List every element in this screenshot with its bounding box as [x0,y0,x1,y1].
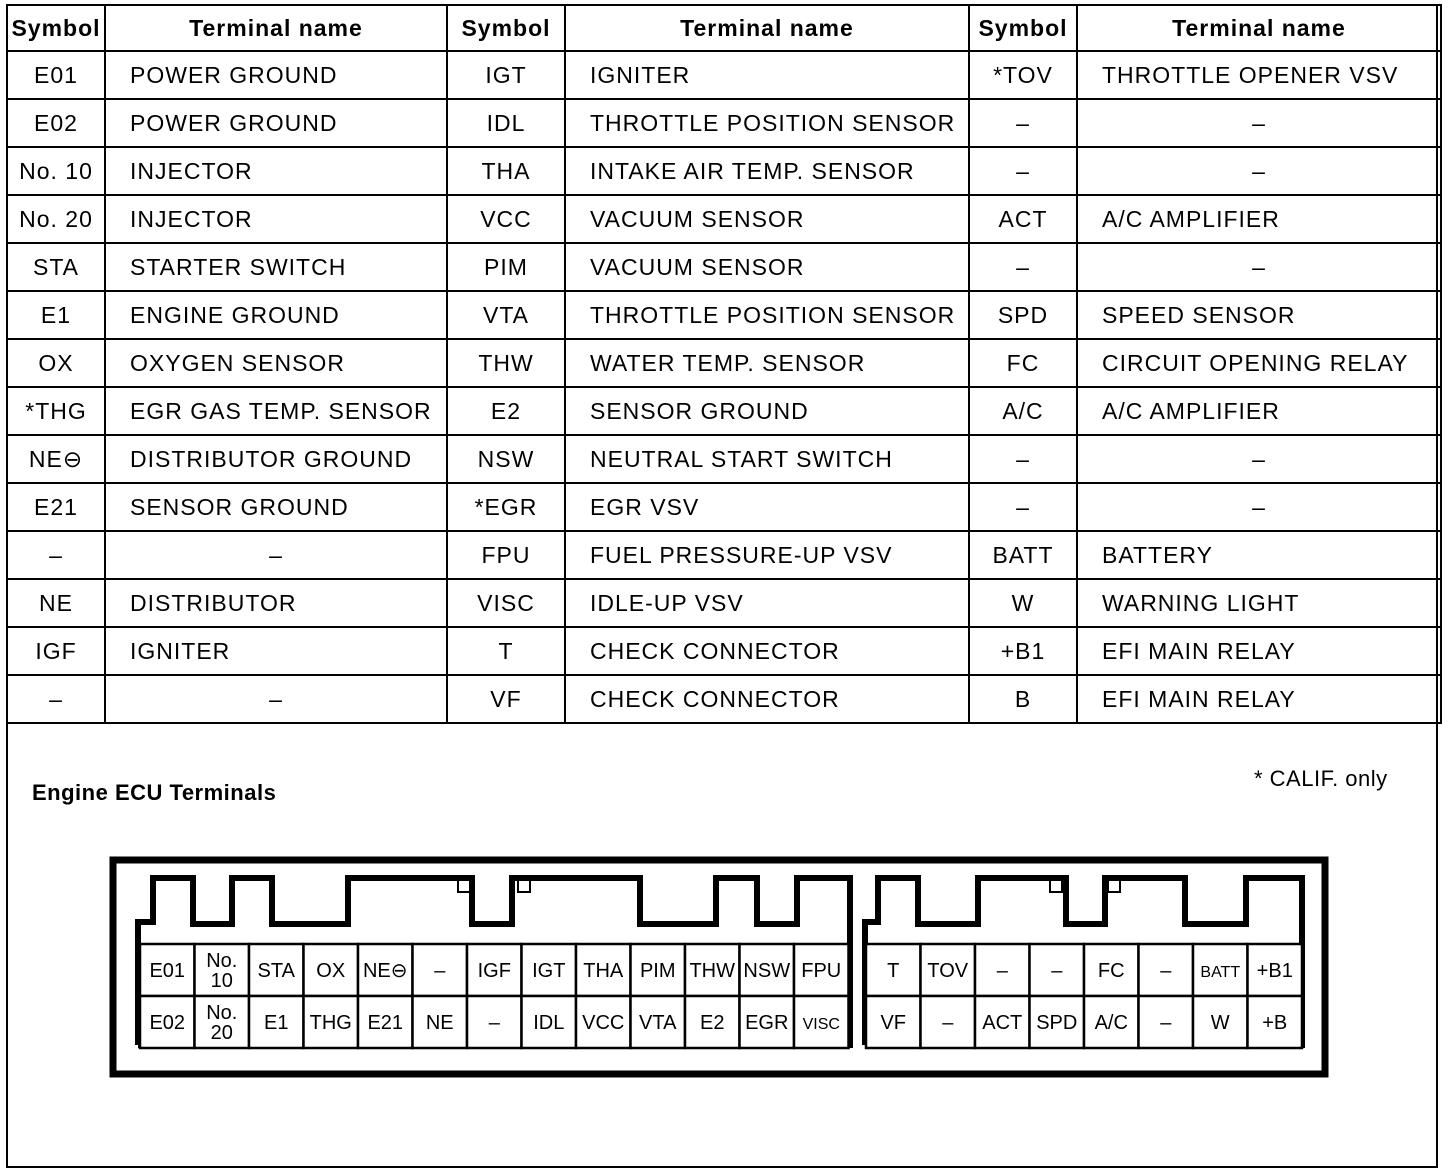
left-bottom-pin-label: – [488,1012,500,1034]
terminal-name-cell: EGR GAS TEMP. SENSOR [105,387,447,435]
symbol-cell: NE⊖ [7,435,105,483]
symbol-cell: B [969,675,1077,723]
key-notch [1108,880,1120,892]
left-bottom-pin-label: No. [206,1002,238,1024]
terminal-name-cell: STARTER SWITCH [105,243,447,291]
left-top-pin-label: FPU [801,960,842,982]
key-notch [1050,880,1062,892]
right-bottom-pin-label: SPD [1036,1012,1078,1034]
left-top-pin-label: NE⊖ [362,960,408,982]
left-bottom-pin-label: VISC [802,1016,840,1033]
left-bottom-pin-label: E2 [700,1012,725,1034]
symbol-cell: *THG [7,387,105,435]
symbol-cell: +B1 [969,627,1077,675]
calif-footnote: * CALIF. only [1254,766,1388,791]
terminal-name-cell: EFI MAIN RELAY [1077,675,1441,723]
terminal-name-cell: THROTTLE POSITION SENSOR [565,99,969,147]
symbol-cell: BATT [969,531,1077,579]
right-top-pin-label: TOV [927,960,969,982]
terminal-name-cell: POWER GROUND [105,51,447,99]
terminal-name-cell: IGNITER [565,51,969,99]
terminal-name-cell: – [1077,99,1441,147]
symbol-cell: THW [447,339,565,387]
symbol-cell: W [969,579,1077,627]
left-bottom-pin-label: 20 [210,1022,233,1044]
terminal-name-cell: ENGINE GROUND [105,291,447,339]
terminal-name-cell: CIRCUIT OPENING RELAY [1077,339,1441,387]
terminal-name-cell: INTAKE AIR TEMP. SENSOR [565,147,969,195]
terminal-name-cell: VACUUM SENSOR [565,243,969,291]
diagram-caption: Engine ECU Terminals [32,780,277,805]
symbol-cell: *EGR [447,483,565,531]
terminal-name-cell: CHECK CONNECTOR [565,675,969,723]
symbol-cell: – [7,675,105,723]
left-bottom-pin-label: E1 [264,1012,289,1034]
terminal-name-cell: THROTTLE POSITION SENSOR [565,291,969,339]
left-top-pin-label: THW [689,960,736,982]
terminal-name-cell: WARNING LIGHT [1077,579,1441,627]
symbol-cell: E02 [7,99,105,147]
right-bottom-pin-label: +B [1262,1012,1288,1034]
symbol-cell: No. 10 [7,147,105,195]
symbol-cell: – [969,435,1077,483]
terminal-name-cell: – [105,531,447,579]
right-top-pin-label: BATT [1200,964,1241,981]
terminal-name-cell: – [1077,243,1441,291]
terminal-name-cell: SENSOR GROUND [105,483,447,531]
left-top-pin-label: STA [257,960,295,982]
terminal-name-cell: A/C AMPLIFIER [1077,195,1441,243]
key-notch [458,880,470,892]
symbol-cell: THA [447,147,565,195]
symbol-cell: E1 [7,291,105,339]
left-bottom-pin-label: E02 [149,1012,186,1034]
symbol-cell: – [7,531,105,579]
terminal-name-header: Terminal name [1077,5,1441,51]
symbol-cell: E2 [447,387,565,435]
terminal-name-cell: DISTRIBUTOR [105,579,447,627]
symbol-cell: OX [7,339,105,387]
right-bottom-pin-label: – [1160,1012,1172,1034]
terminal-name-cell: WATER TEMP. SENSOR [565,339,969,387]
terminal-name-cell: THROTTLE OPENER VSV [1077,51,1441,99]
terminal-name-header: Terminal name [565,5,969,51]
symbol-cell: E01 [7,51,105,99]
symbol-cell: A/C [969,387,1077,435]
left-top-pin-label: E01 [149,960,186,982]
terminal-name-cell: SENSOR GROUND [565,387,969,435]
symbol-header: Symbol [447,5,565,51]
terminal-name-cell: SPEED SENSOR [1077,291,1441,339]
symbol-cell: – [969,483,1077,531]
symbol-cell: T [447,627,565,675]
symbol-cell: IGF [7,627,105,675]
left-bottom-pin-label: E21 [367,1012,404,1034]
terminal-name-cell: DISTRIBUTOR GROUND [105,435,447,483]
terminal-name-cell: BATTERY [1077,531,1441,579]
right-bottom-pin-label: ACT [982,1012,1023,1034]
symbol-cell: VCC [447,195,565,243]
right-bottom-pin-label: W [1210,1012,1230,1034]
right-bottom-pin-label: A/C [1094,1012,1128,1034]
symbol-cell: VISC [447,579,565,627]
symbol-cell: IDL [447,99,565,147]
symbol-cell: SPD [969,291,1077,339]
symbol-header: Symbol [969,5,1077,51]
terminal-name-cell: – [1077,483,1441,531]
left-bottom-pin-label: NE [425,1012,454,1034]
left-bottom-pin-label: EGR [745,1012,789,1034]
terminal-name-cell: IDLE-UP VSV [565,579,969,627]
key-notch [518,880,530,892]
right-top-pin-label: +B1 [1256,960,1293,982]
symbol-cell: FPU [447,531,565,579]
terminal-name-cell: FUEL PRESSURE-UP VSV [565,531,969,579]
right-top-pin-label: – [996,960,1008,982]
symbol-cell: FC [969,339,1077,387]
terminal-name-header: Terminal name [105,5,447,51]
symbol-header: Symbol [7,5,105,51]
left-top-pin-label: IGT [532,960,566,982]
left-top-pin-label: – [434,960,446,982]
symbol-cell: VF [447,675,565,723]
symbol-cell: IGT [447,51,565,99]
symbol-cell: *TOV [969,51,1077,99]
left-top-pin-label: NSW [743,960,791,982]
symbol-cell: ACT [969,195,1077,243]
symbol-cell: NSW [447,435,565,483]
terminal-name-cell: EGR VSV [565,483,969,531]
right-top-pin-label: – [1160,960,1172,982]
symbol-cell: PIM [447,243,565,291]
symbol-cell: – [969,99,1077,147]
terminal-name-cell: NEUTRAL START SWITCH [565,435,969,483]
terminal-name-cell: POWER GROUND [105,99,447,147]
left-top-pin-label: IGF [477,960,511,982]
left-top-pin-label: 10 [210,970,233,992]
symbol-cell: NE [7,579,105,627]
symbol-cell: E21 [7,483,105,531]
symbol-cell: STA [7,243,105,291]
terminal-name-cell: A/C AMPLIFIER [1077,387,1441,435]
terminal-name-cell: VACUUM SENSOR [565,195,969,243]
terminal-name-cell: CHECK CONNECTOR [565,627,969,675]
left-bottom-pin-label: VCC [582,1012,625,1034]
terminal-name-cell: EFI MAIN RELAY [1077,627,1441,675]
left-top-pin-label: PIM [639,960,676,982]
symbol-cell: – [969,243,1077,291]
terminal-name-cell: INJECTOR [105,195,447,243]
terminal-name-cell: – [105,675,447,723]
left-bottom-pin-label: IDL [533,1012,565,1034]
right-top-pin-label: – [1051,960,1063,982]
right-bottom-pin-label: – [942,1012,954,1034]
left-bottom-pin-label: VTA [639,1012,677,1034]
symbol-cell: No. 20 [7,195,105,243]
symbol-cell: VTA [447,291,565,339]
right-bottom-pin-label: VF [880,1012,907,1034]
terminal-name-cell: – [1077,147,1441,195]
left-top-pin-label: THA [583,960,624,982]
terminal-name-cell: INJECTOR [105,147,447,195]
left-bottom-pin-label: THG [309,1012,352,1034]
right-top-pin-label: T [887,960,900,982]
left-top-pin-label: No. [206,950,238,972]
terminal-name-cell: IGNITER [105,627,447,675]
right-top-pin-label: FC [1097,960,1125,982]
left-top-pin-label: OX [316,960,346,982]
terminal-name-cell: OXYGEN SENSOR [105,339,447,387]
symbol-cell: – [969,147,1077,195]
terminal-name-cell: – [1077,435,1441,483]
